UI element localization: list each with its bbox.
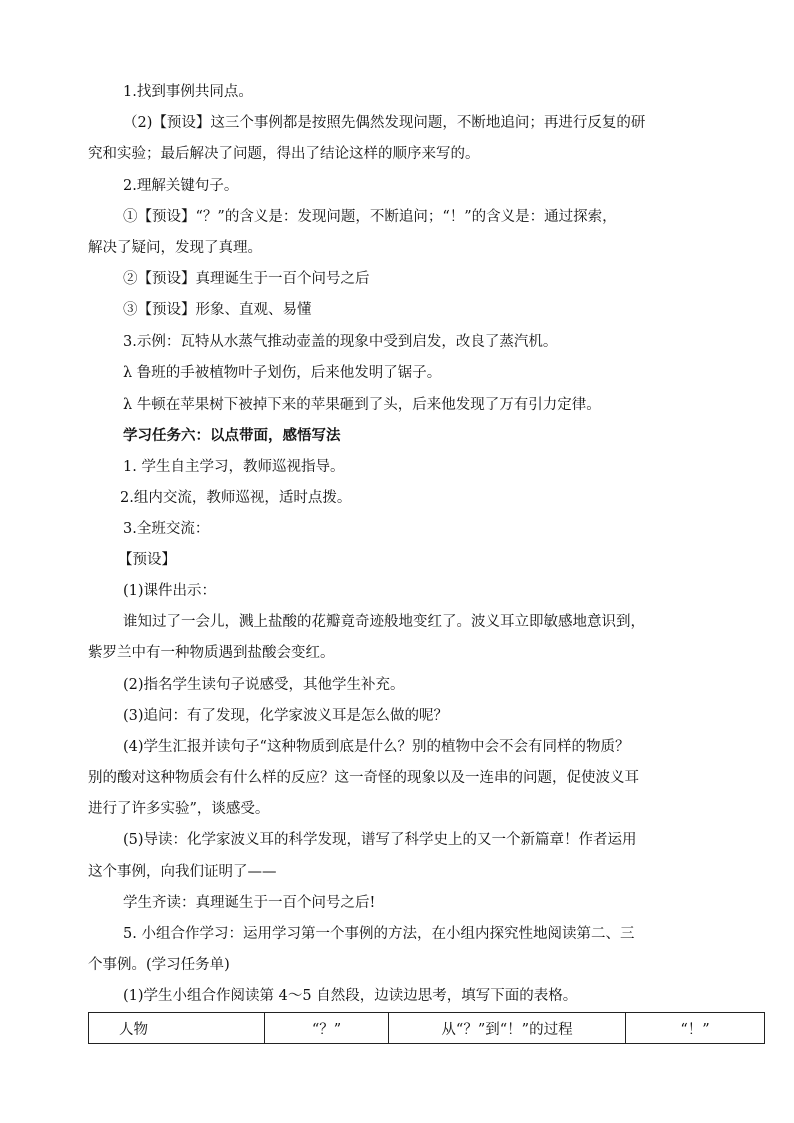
text-line: （2)【预设】这三个事例都是按照先偶然发现问题，不断地追问；再进行反复的研 (123, 115, 646, 131)
text-line: 谁知过了一会儿，溅上盐酸的花瓣竟奇迹般地变红了。波义耳立即敏感地意识到， (123, 614, 645, 630)
table-header-cell: 从“？”到“！”的过程 (389, 1013, 626, 1044)
text-line: (1)学生小组合作阅读第 4～5 自然段，边读边思考，填写下面的表格。 (123, 988, 578, 1004)
text-line: (5)导读：化学家波义耳的科学发现，谱写了科学史上的又一个新篇章！作者运用 (123, 832, 637, 848)
text-line: ③【预设】形象、直观、易懂 (123, 302, 312, 318)
section-heading: 学习任务六：以点带面，感悟写法 (123, 428, 341, 444)
table-header-row (89, 1013, 765, 1044)
text-line: 2.理解关键句子。 (123, 178, 239, 194)
text-line: (2)指名学生读句子说感受，其他学生补充。 (123, 677, 405, 693)
text-line: ②【预设】真理诞生于一百个问号之后 (123, 271, 370, 287)
text-line: 【预设】 (118, 552, 176, 568)
task-table (88, 1012, 765, 1044)
text-line: 进行了许多实验”，谈感受。 (88, 801, 270, 817)
text-line: λ 牛顿在苹果树下被掉下来的苹果砸到了头，后来他发现了万有引力定律。 (123, 397, 601, 413)
text-line: 1. 学生自主学习，教师巡视指导。 (123, 459, 345, 475)
text-line: (3)追问：有了发现，化学家波义耳是怎么做的呢？ (123, 708, 449, 724)
text-line: 紫罗兰中有一种物质遇到盐酸会变红。 (88, 645, 335, 661)
text-line: 学生齐读：真理诞生于一百个问号之后! (123, 895, 376, 911)
table-header-cell: “！” (626, 1013, 765, 1044)
text-line: 这个事例，向我们证明了—— (88, 864, 277, 880)
text-line: ①【预设】“？”的含义是：发现问题，不断追问；“！”的含义是：通过探索， (123, 209, 617, 225)
table-header-cell: “？” (265, 1013, 389, 1044)
text-line: (4)学生汇报并读句子“这种物质到底是什么？别的植物中会不会有同样的物质？ (123, 739, 630, 755)
text-line: (1)课件出示： (123, 583, 217, 599)
table-header-cell: 人物 (89, 1013, 265, 1044)
text-line: 3.示例：瓦特从水蒸气推动壶盖的现象中受到启发，改良了蒸汽机。 (123, 334, 558, 350)
text-line: 1.找到事例共同点。 (123, 84, 253, 100)
text-line: 5. 小组合作学习：运用学习第一个事例的方法，在小组内探究性地阅读第二、三 (123, 926, 635, 942)
text-line: 3.全班交流： (123, 521, 210, 537)
text-line: 别的酸对这种物质会有什么样的反应？这一奇怪的现象以及一连串的问题，促使波义耳 (88, 770, 639, 786)
text-line: 解决了疑问，发现了真理。 (88, 240, 262, 256)
text-line: 2.组内交流，教师巡视，适时点拨。 (120, 490, 352, 506)
text-line: 个事例。(学习任务单) (88, 957, 230, 973)
text-line: λ 鲁班的手被植物叶子划伤，后来他发明了锯子。 (123, 365, 442, 381)
text-line: 究和实验；最后解决了问题，得出了结论这样的顺序来写的。 (88, 146, 480, 162)
